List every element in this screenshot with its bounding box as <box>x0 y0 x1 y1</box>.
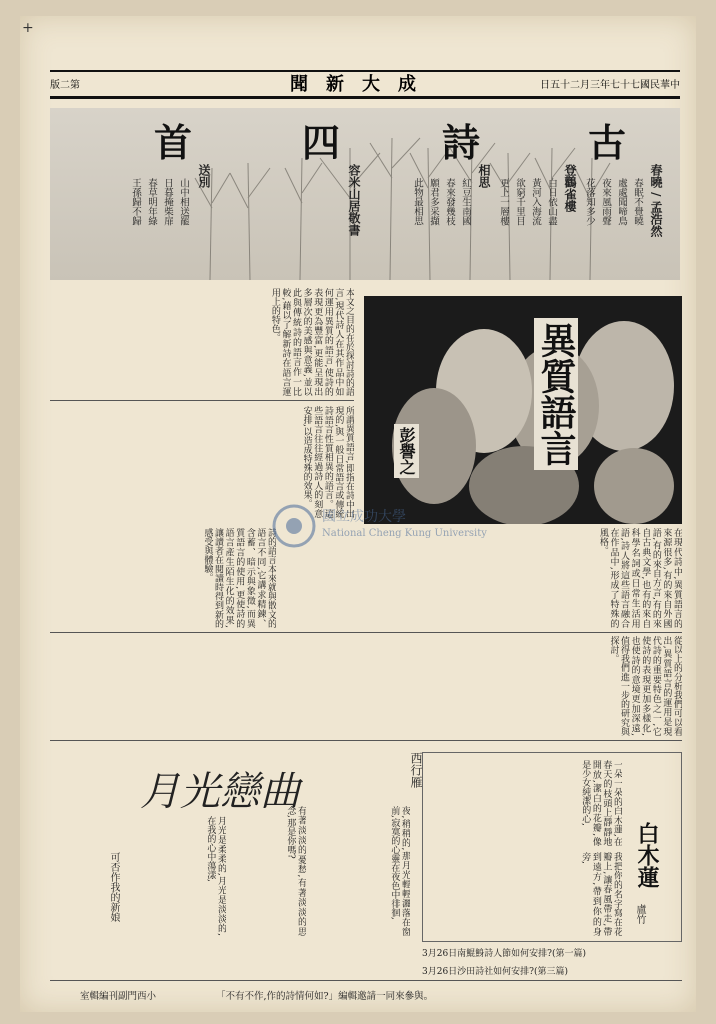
poem-column: 花落知多少 <box>584 178 595 226</box>
moon-poem-text-2: 有著淡淡的憂愁,有著淡淡的思念,那是你嗎? <box>285 806 306 936</box>
caption-right: 3月26日沙田詩社如何安排?(第三篇) <box>422 967 569 977</box>
poem-title-char: 四 <box>302 120 341 165</box>
feature-body-4: 在現代詩中,異質語言的來源很多,有的來自外國語,有的來自方言,有的來自古典文學,也有的來自科學名詞或日常生活用語,詩人將這些語言融合在作品中,形成了特殊的風格。 <box>597 528 682 628</box>
poem-column: 登鸛雀樓 <box>563 164 577 212</box>
paper-name: 聞新大成 <box>290 74 434 95</box>
calligrapher-byline: 容米山居敬書 <box>347 164 361 236</box>
column-divider <box>50 400 354 401</box>
poem-column: 更上一層樓 <box>498 178 509 226</box>
feature-title: 異質語言 <box>534 318 578 470</box>
poem-title-char: 首 <box>154 120 193 165</box>
poem-column: 夜來風雨聲 <box>600 178 611 226</box>
baimu-author: 盧竹 <box>634 904 645 924</box>
poem-column: 王孫歸不歸 <box>130 178 141 226</box>
poem-column: 願君多采擷 <box>428 178 439 226</box>
faces-illustration <box>364 296 682 524</box>
footer-rule <box>50 980 682 981</box>
feature-body-1: 本文之目的在於探討詩的語言,現代詩人在其作品中如何運用異質的語言,使詩的表現更為豐富,更能呈現出多層次的美感與意義,並以此與傳統詩的語言作一比較,藉以了解新詩在語言運用上的特色。 <box>269 288 354 396</box>
library-watermark <box>272 504 502 550</box>
poem-section-title <box>50 112 680 165</box>
feature-body-5: 從以上的分析我們可以看出,異質語言的運用是現代詩的重要特色之一,它使詩的表現更加多樣化,也使詩的意境更加深遠,值得我們進一步的研究與探討。 <box>608 636 682 736</box>
watermark-chinese: 國立成功大學 <box>322 509 406 525</box>
band-divider <box>50 632 682 633</box>
poem-column: 欲窮千里目 <box>514 178 525 226</box>
newspaper-page <box>20 16 696 1012</box>
baimu-text-2: 我把你的名字寫在花瓣上,讓春風帶走,帶到遠方,帶到你的身旁, <box>580 852 622 936</box>
baimu-title: 白木蓮 <box>630 820 665 890</box>
poem-title-char: 古 <box>588 120 627 165</box>
poem-column: 處處聞啼鳥 <box>616 178 627 226</box>
baimu-text-1: 一朵一朵的白木蓮,在春天的枝頭上靜靜地開放,潔白的花瓣,像是少女純潔的心, <box>580 760 622 846</box>
poem-column: 紅豆生南國 <box>460 178 471 226</box>
caption-left: 3月26日南鯤鯓詩人節如何安排?(第一篇) <box>422 949 587 959</box>
moon-poem-text-1: 夜,稍稍的,那月光輕輕灑落在窗前,寂寞的心靈在夜色中徘徊, <box>389 806 410 936</box>
poem-column: 日暮掩柴扉 <box>162 178 173 226</box>
moon-poem-author: 西行雁 <box>409 752 423 788</box>
poem-column: 春草明年綠 <box>146 178 157 226</box>
feature-body-2: 所謂異質語言,即指在詩中出現的,與一般日常語言或傳統詩語言性質相異的語言。這些語言往往經過詩人的刻意安排,以造成特殊的效果。 <box>301 406 354 518</box>
poem-column: 黃河入海流 <box>530 178 541 226</box>
poem-section <box>50 108 680 280</box>
poem-column: 山中相送罷 <box>178 178 189 226</box>
poem-column: 此物最相思 <box>412 178 423 226</box>
footer-notice: 「不有不作,作的詩情何如?」編輯邀請一同來參與。 <box>216 991 434 1002</box>
poem-column: 春眠不覺曉 <box>632 178 643 226</box>
crop-mark: + <box>22 20 34 36</box>
poem-title-char: 詩 <box>442 120 481 165</box>
university-seal-icon <box>272 504 316 548</box>
poem-column: 春來發幾枝 <box>444 178 455 226</box>
issue-date: 日五十二月三年七十七國民華中 <box>540 80 680 91</box>
moon-poem-text-4: 可否作我的新娘 <box>108 852 119 922</box>
masthead-bottom-rule <box>50 96 680 99</box>
page-label: 版二第 <box>50 80 80 91</box>
section-divider <box>50 740 682 741</box>
feature-photo <box>364 296 682 524</box>
poem-column: 相思 <box>477 164 491 188</box>
feature-body-3: 詩的語言本來就與散文的語言不同,它講求精鍊、含蓄、暗示與象徵,而異質語言的使用,更使詩的語言產生陌生化的效果,讓讀者在閱讀時得到新的感受與體驗。 <box>202 528 276 628</box>
poem-column: 春曉 / 孟浩然 <box>649 164 663 237</box>
watermark-english: National Cheng Kung University <box>322 528 487 539</box>
moon-poem-text-3: 月光是柔柔的,月光是淡淡的,在我的心中蕩漾, <box>205 816 226 936</box>
poem-column: 送別 <box>197 164 211 188</box>
feature-author: 彭譽之 <box>394 424 419 478</box>
moon-poem-title: 月光戀曲 <box>140 769 300 815</box>
footer-credit: 室輯編刊副門西小 <box>80 991 157 1002</box>
masthead <box>50 74 680 98</box>
poem-column: 白日依山盡 <box>546 178 557 226</box>
